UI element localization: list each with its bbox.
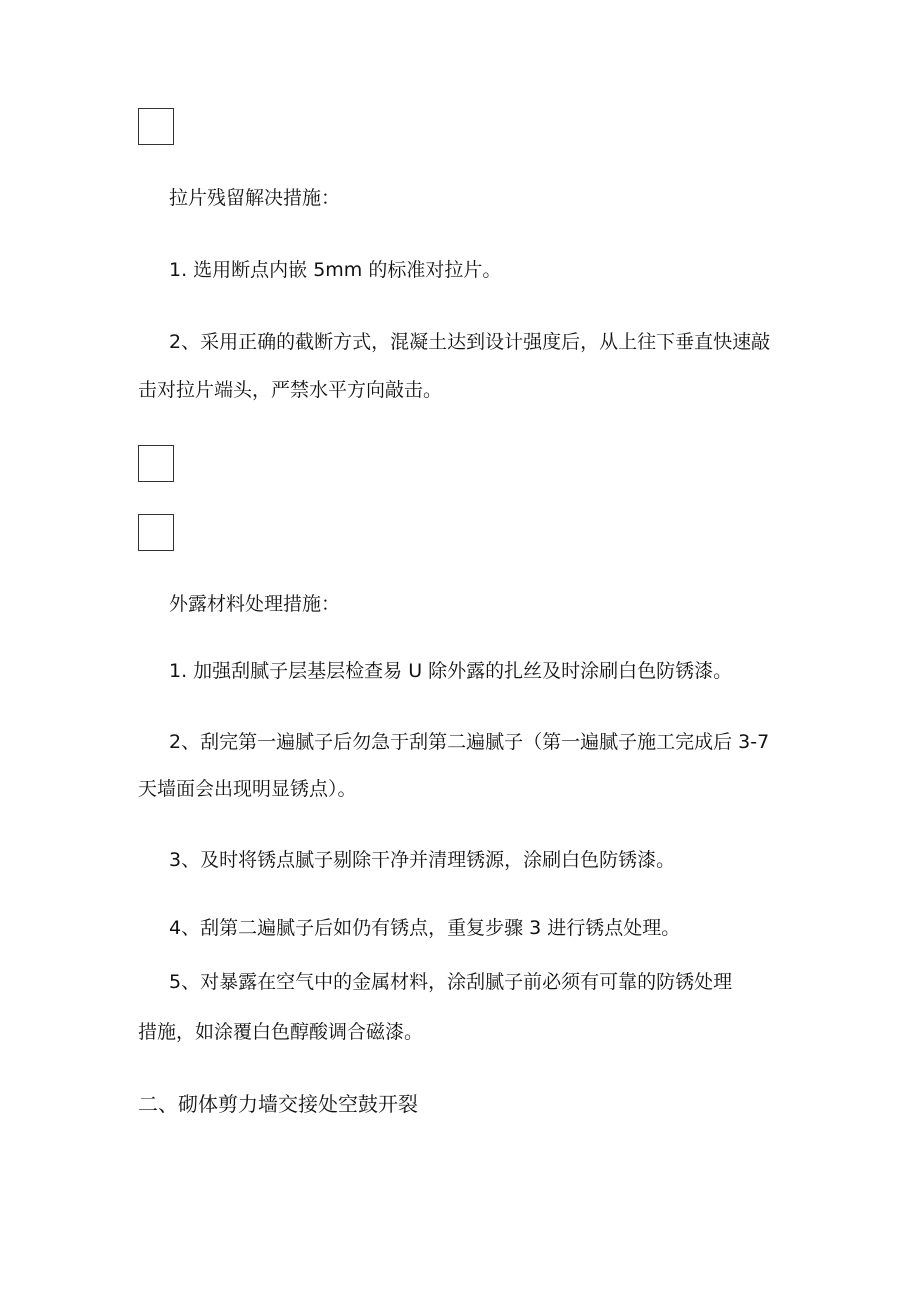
exposed-item-5-line-2: 措施，如涂覆白色醇酸调合磁漆。 <box>138 1021 424 1043</box>
image-placeholder-box-1 <box>138 108 174 145</box>
image-placeholder-box-3 <box>138 514 174 551</box>
exposed-item-4: 4、刮第二遍腻子后如仍有锈点，重复步骤 3 进行锈点处理。 <box>169 917 681 939</box>
exposed-item-5-line-1: 5、对暴露在空气中的金属材料，涂刮腻子前必须有可靠的防锈处理 <box>169 971 733 993</box>
image-placeholder-box-2 <box>138 445 174 482</box>
exposed-item-2-line-1: 2、刮完第一遍腻子后勿急于刮第二遍腻子（第一遍腻子施工完成后 3-7 <box>169 731 770 753</box>
heading-pull-piece: 拉片残留解决措施： <box>169 187 341 209</box>
pull-piece-item-2-line-1: 2、采用正确的截断方式，混凝土达到设计强度后，从上往下垂直快速敲 <box>169 331 771 353</box>
heading-exposed-material: 外露材料处理措施： <box>169 593 341 615</box>
exposed-item-2-line-2: 天墙面会出现明显锈点）。 <box>138 778 357 800</box>
exposed-item-1: 1. 加强刮腻子层基层检查易 U 除外露的扎丝及时涂刷白色防锈漆。 <box>169 660 733 682</box>
pull-piece-item-2-line-2: 击对拉片端头，严禁水平方向敲击。 <box>138 379 443 401</box>
section-title: 二、砌体剪力墙交接处空鼓开裂 <box>138 1092 418 1116</box>
exposed-item-3: 3、及时将锈点腻子剔除干净并清理锈源，涂刷白色防锈漆。 <box>169 849 676 871</box>
pull-piece-item-1: 1. 选用断点内嵌 5mm 的标准对拉片。 <box>169 259 502 281</box>
